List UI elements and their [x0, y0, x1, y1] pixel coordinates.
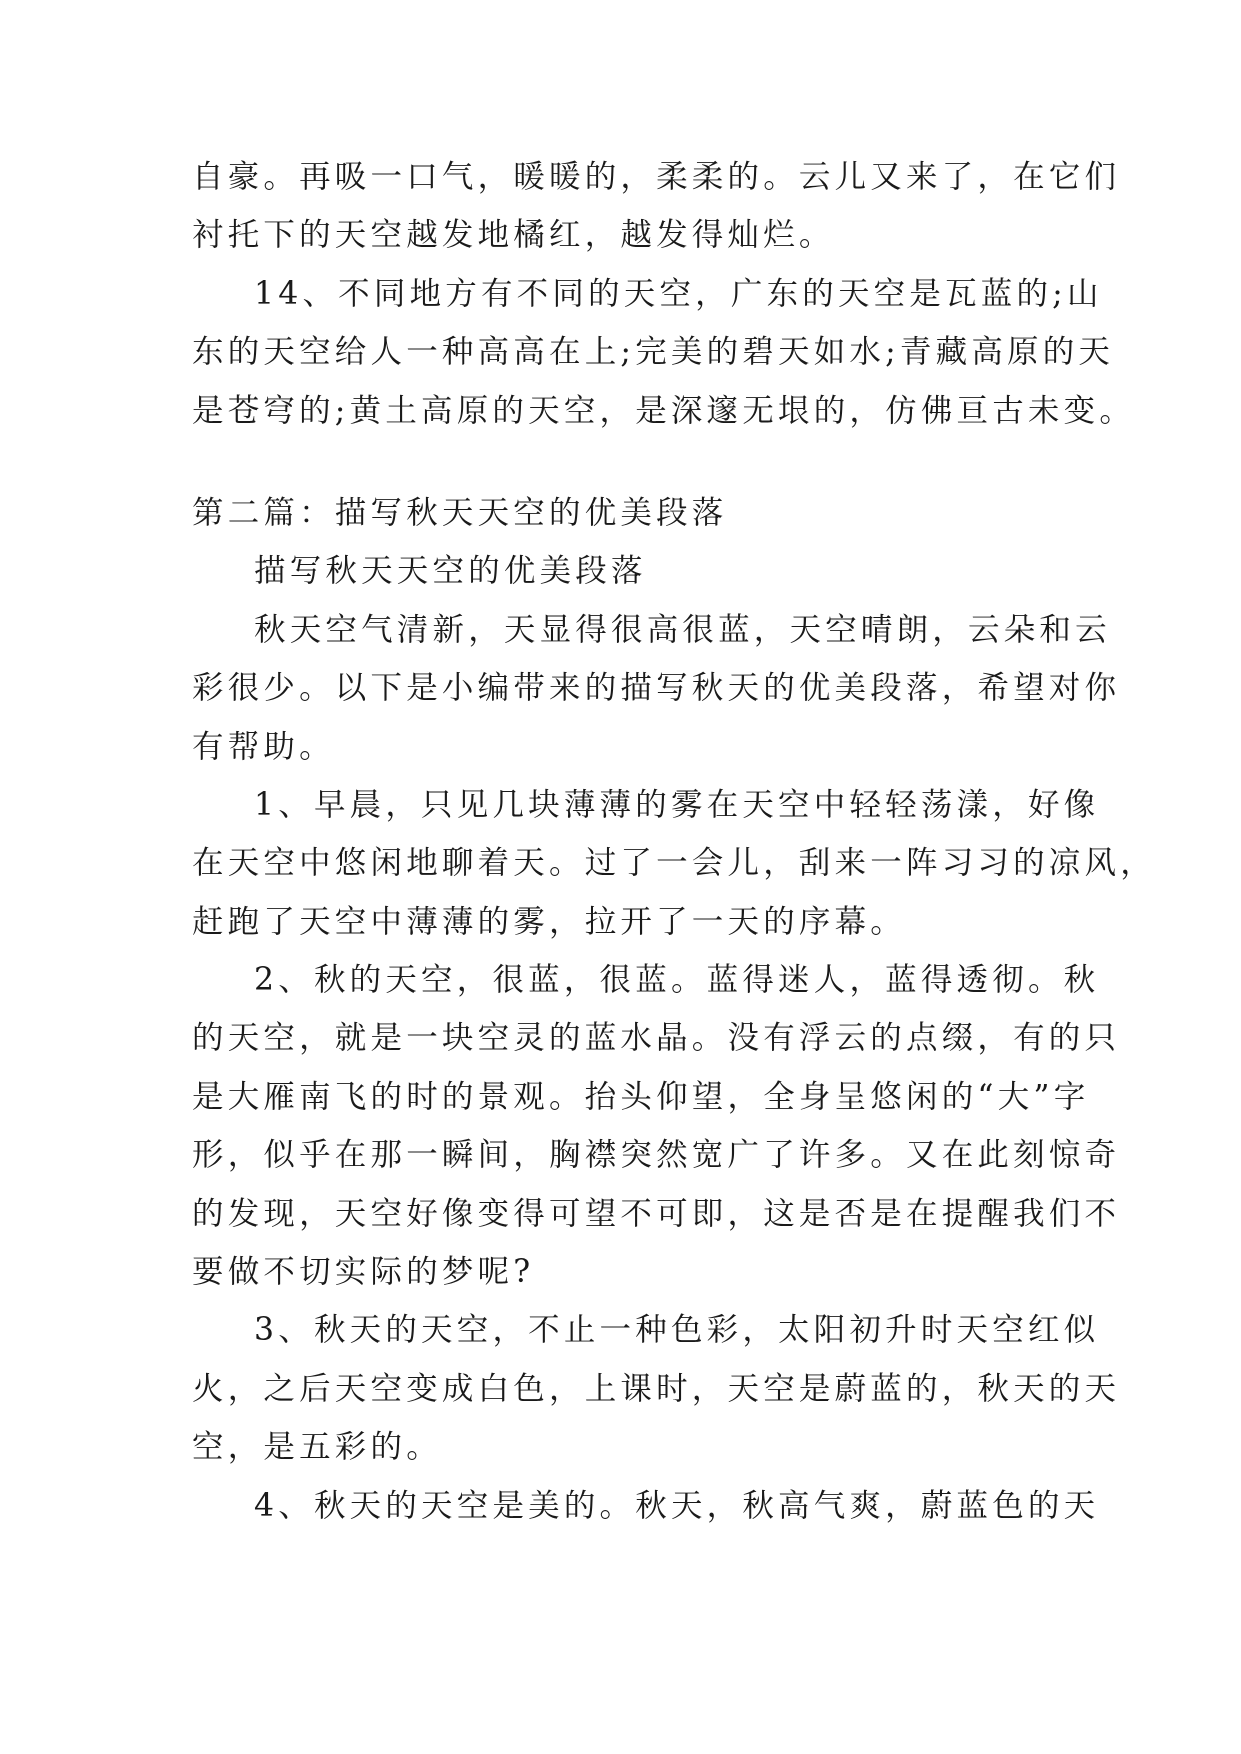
text-line: 2、秋的天空，很蓝，很蓝。蓝得迷人，蓝得透彻。秋	[254, 962, 1100, 999]
article-title: 描写秋天天空的优美段落	[254, 553, 647, 590]
text-line: 东的天空给人一种高高在上;完美的碧天如水;青藏高原的天	[192, 334, 1115, 371]
text-line: 秋天空气清新，天显得很高很蓝，天空晴朗，云朵和云	[254, 611, 1111, 648]
text-line: 赶跑了天空中薄薄的雾，拉开了一天的序幕。	[192, 903, 907, 940]
text-line: 形，似乎在那一瞬间，胸襟突然宽广了许多。又在此刻惊奇	[192, 1137, 1121, 1174]
text-line: 有帮助。	[192, 728, 335, 765]
text-line: 要做不切实际的梦呢?	[192, 1254, 535, 1291]
section-gap	[192, 440, 1072, 484]
text-line: 自豪。再吸一口气，暖暖的，柔柔的。云儿又来了，在它们	[192, 159, 1121, 195]
text-line: 是苍穹的;黄土高原的天空，是深邃无垠的，仿佛亘古未变。	[192, 392, 1136, 429]
text-line: 彩很少。以下是小编带来的描写秋天的优美段落，希望对你	[192, 670, 1121, 707]
text-line: 火，之后天空变成白色，上课时，天空是蔚蓝的，秋天的天	[192, 1370, 1121, 1407]
text-line: 的天空，就是一块空灵的蓝水晶。没有浮云的点缀，有的只	[192, 1020, 1121, 1057]
text-line: 3、秋天的天空，不止一种色彩，太阳初升时天空红似	[254, 1312, 1100, 1349]
text-line: 在天空中悠闲地聊着天。过了一会儿，刮来一阵习习的凉风，	[192, 845, 1156, 882]
text-line: 是大雁南飞的时的景观。抬头仰望，全身呈悠闲的“大”字	[192, 1078, 1090, 1115]
text-line: 4、秋天的天空是美的。秋天，秋高气爽，蔚蓝色的天	[254, 1487, 1100, 1524]
document-body	[192, 148, 1156, 1535]
text-line: 14、不同地方有不同的天空，广东的天空是瓦蓝的;山	[254, 275, 1103, 312]
text-line: 衬托下的天空越发地橘红，越发得灿烂。	[192, 217, 835, 254]
text-line: 1、早晨，只见几块薄薄的雾在天空中轻轻荡漾，好像	[254, 786, 1100, 823]
text-line: 的发现，天空好像变得可望不可即，这是否是在提醒我们不	[192, 1195, 1121, 1232]
text-line: 空，是五彩的。	[192, 1429, 442, 1466]
section-heading: 第二篇：描写秋天天空的优美段落	[192, 494, 728, 531]
